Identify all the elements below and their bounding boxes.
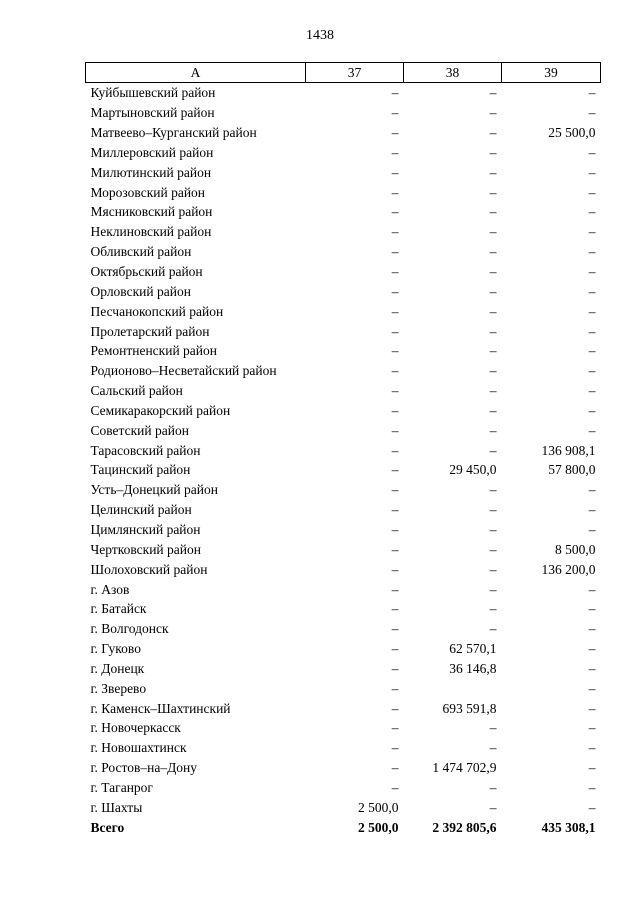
row-col-38-cell: –	[489, 204, 497, 220]
row-col-38-cell: –	[489, 264, 497, 280]
row-col-39-cell: –	[588, 740, 596, 756]
table-row	[86, 718, 601, 738]
row-col-37-cell: –	[391, 105, 399, 121]
row-name-cell: Ремонтненский район	[90, 343, 217, 359]
row-col-38-cell: –	[489, 779, 497, 795]
row-col-39-cell: –	[588, 164, 596, 180]
row-col-39-cell: –	[588, 660, 596, 676]
row-col-38-cell: 36 146,8	[449, 660, 497, 676]
row-col-39-cell: –	[588, 700, 596, 716]
row-name-cell: Орловский район	[90, 283, 191, 299]
row-name-cell: г. Гуково	[90, 641, 141, 657]
table-row	[86, 460, 601, 480]
row-name-cell: г. Ростов–на–Дону	[90, 760, 198, 776]
row-col-37-cell: –	[391, 85, 399, 101]
row-col-38-cell: –	[489, 144, 497, 160]
row-col-38-cell: –	[489, 442, 497, 458]
row-col-37-cell: –	[391, 164, 399, 180]
row-col-38-cell: –	[489, 363, 497, 379]
table-row	[86, 281, 601, 301]
row-col-39-cell: –	[588, 244, 596, 260]
row-col-39-cell: 57 800,0	[548, 462, 596, 478]
row-col-39-cell: –	[588, 779, 596, 795]
row-col-37-cell: –	[391, 422, 399, 438]
row-col-39-cell: –	[588, 521, 596, 537]
table-row	[86, 539, 601, 559]
table-row	[86, 222, 601, 242]
row-col-38-cell: –	[489, 561, 497, 577]
row-name-cell: Матвеево–Курганский район	[90, 125, 257, 141]
row-name-cell: Советский район	[90, 422, 189, 438]
row-col-37-cell: –	[391, 700, 399, 716]
total-row-name-cell: Всего	[90, 819, 125, 835]
row-col-39-cell: –	[588, 224, 596, 240]
table-row	[86, 579, 601, 599]
row-col-38-cell: –	[489, 85, 497, 101]
row-name-cell: Сальский район	[90, 383, 183, 399]
row-col-38-cell: –	[489, 799, 497, 815]
table-row	[86, 341, 601, 361]
row-col-38-cell: 62 570,1	[449, 641, 497, 657]
row-name-cell: г. Каменск–Шахтинский	[90, 700, 231, 716]
row-col-38-cell: –	[489, 105, 497, 121]
row-col-37-cell: –	[391, 224, 399, 240]
row-col-38-cell: –	[489, 343, 497, 359]
row-name-cell: г. Новочеркасск	[90, 720, 181, 736]
row-col-38-cell: 693 591,8	[442, 700, 497, 716]
total-row	[86, 817, 601, 837]
table-body	[86, 83, 601, 838]
row-col-37-cell: –	[391, 244, 399, 260]
row-name-cell: Неклиновский район	[90, 224, 212, 240]
row-col-38-cell: –	[489, 125, 497, 141]
row-col-37-cell: –	[391, 581, 399, 597]
row-col-37-cell: –	[391, 720, 399, 736]
row-name-cell: г. Донецк	[90, 660, 145, 676]
row-col-39-cell: –	[588, 85, 596, 101]
row-col-37-cell: –	[391, 541, 399, 557]
row-col-37-cell: –	[391, 482, 399, 498]
row-col-38-cell: –	[489, 323, 497, 339]
row-name-cell: Мясниковский район	[90, 204, 213, 220]
row-col-38-cell: –	[489, 740, 497, 756]
row-col-37-cell: –	[391, 561, 399, 577]
row-col-38-cell: –	[489, 303, 497, 319]
row-col-37-cell: –	[391, 343, 399, 359]
row-col-39-cell: –	[588, 621, 596, 637]
table-row	[86, 520, 601, 540]
table-row	[86, 698, 601, 718]
table-row	[86, 440, 601, 460]
row-col-37-cell: –	[391, 125, 399, 141]
row-name-cell: Родионово–Несветайский район	[90, 363, 277, 379]
row-col-39-cell: –	[588, 402, 596, 418]
row-col-39-cell: –	[588, 144, 596, 160]
row-col-39-cell: –	[588, 204, 596, 220]
table-row	[86, 639, 601, 659]
row-col-38-cell: –	[489, 482, 497, 498]
page-number: 1438	[306, 28, 334, 43]
row-col-38-cell: –	[489, 402, 497, 418]
row-col-39-cell: –	[588, 720, 596, 736]
row-col-39-cell: –	[588, 283, 596, 299]
total-row-col-38-cell: 2 392 805,6	[432, 819, 497, 835]
table-header	[86, 63, 601, 83]
row-name-cell: Мартыновский район	[90, 105, 215, 121]
table-row	[86, 658, 601, 678]
table-row	[86, 202, 601, 222]
row-col-37-cell: –	[391, 680, 399, 696]
row-col-39-cell: 136 200,0	[541, 561, 596, 577]
table-row	[86, 619, 601, 639]
row-col-37-cell: 2 500,0	[358, 799, 399, 815]
row-col-38-cell: –	[489, 541, 497, 557]
row-col-38-cell: –	[489, 224, 497, 240]
table-row	[86, 162, 601, 182]
total-row-col-39-cell: 435 308,1	[541, 819, 596, 835]
row-col-37-cell: –	[391, 601, 399, 617]
row-col-39-cell: –	[588, 343, 596, 359]
table-row	[86, 758, 601, 778]
table-row	[86, 599, 601, 619]
row-name-cell: Тарасовский район	[90, 442, 201, 458]
row-col-37-cell: –	[391, 502, 399, 518]
row-col-37-cell: –	[391, 383, 399, 399]
row-name-cell: Обливский район	[90, 244, 192, 260]
table-row	[86, 321, 601, 341]
row-col-37-cell: –	[391, 264, 399, 280]
row-col-39-cell: –	[588, 482, 596, 498]
row-col-37-cell: –	[391, 402, 399, 418]
row-name-cell: г. Азов	[90, 581, 130, 597]
table-row	[86, 123, 601, 143]
table-row	[86, 143, 601, 163]
row-name-cell: Шолоховский район	[90, 561, 208, 577]
row-col-38-cell: –	[489, 383, 497, 399]
row-col-37-cell: –	[391, 779, 399, 795]
row-col-37-cell: –	[391, 442, 399, 458]
row-col-38-cell: –	[489, 720, 497, 736]
row-col-39-cell: –	[588, 680, 596, 696]
row-col-37-cell: –	[391, 521, 399, 537]
row-col-38-cell: 1 474 702,9	[432, 760, 497, 776]
table-row	[86, 103, 601, 123]
row-name-cell: Милютинский район	[90, 164, 212, 180]
row-col-37-cell: –	[391, 462, 399, 478]
row-col-37-cell: –	[391, 204, 399, 220]
table-row	[86, 242, 601, 262]
total-row-col-37-cell: 2 500,0	[358, 819, 399, 835]
row-name-cell: г. Зверево	[90, 680, 147, 696]
table-row	[86, 182, 601, 202]
row-col-39-cell: –	[588, 601, 596, 617]
row-col-39-cell: –	[588, 105, 596, 121]
row-col-37-cell: –	[391, 283, 399, 299]
row-col-39-cell: –	[588, 323, 596, 339]
table-row	[86, 797, 601, 817]
header-cell-39: 39	[502, 63, 601, 83]
budget-table	[85, 62, 601, 837]
row-col-37-cell: –	[391, 660, 399, 676]
row-col-37-cell: –	[391, 184, 399, 200]
row-col-39-cell: –	[588, 422, 596, 438]
row-col-38-cell: –	[489, 283, 497, 299]
row-col-39-cell: –	[588, 760, 596, 776]
table-row	[86, 420, 601, 440]
table-row	[86, 480, 601, 500]
row-name-cell: Пролетарский район	[90, 323, 210, 339]
row-name-cell: Целинский район	[90, 502, 192, 518]
row-col-37-cell: –	[391, 641, 399, 657]
table-row	[86, 678, 601, 698]
table-row	[86, 738, 601, 758]
table-row	[86, 381, 601, 401]
table-row	[86, 262, 601, 282]
row-name-cell: г. Шахты	[90, 799, 143, 815]
row-col-39-cell: 136 908,1	[541, 442, 596, 458]
table-row	[86, 401, 601, 421]
row-col-39-cell: –	[588, 363, 596, 379]
row-col-37-cell: –	[391, 760, 399, 776]
row-name-cell: Чертковский район	[90, 541, 201, 557]
row-col-39-cell: 25 500,0	[548, 125, 596, 141]
header-cell-38: 38	[404, 63, 502, 83]
row-col-39-cell: –	[588, 502, 596, 518]
row-name-cell: г. Батайск	[90, 601, 147, 617]
header-cell-a: А	[86, 63, 306, 83]
table-row	[86, 559, 601, 579]
row-col-38-cell: –	[489, 621, 497, 637]
header-row	[86, 63, 601, 83]
row-col-39-cell: –	[588, 799, 596, 815]
row-col-39-cell: –	[588, 184, 596, 200]
row-col-39-cell: –	[588, 303, 596, 319]
table-row	[86, 778, 601, 798]
row-col-39-cell: –	[588, 641, 596, 657]
table-row	[86, 301, 601, 321]
table-row	[86, 83, 601, 103]
row-col-37-cell: –	[391, 621, 399, 637]
row-name-cell: Морозовский район	[90, 184, 206, 200]
row-name-cell: Песчанокопский район	[90, 303, 224, 319]
row-col-38-cell	[404, 678, 502, 698]
row-col-38-cell: –	[489, 164, 497, 180]
row-col-39-cell: –	[588, 581, 596, 597]
row-col-39-cell: 8 500,0	[555, 541, 596, 557]
row-col-38-cell: –	[489, 601, 497, 617]
row-name-cell: Усть–Донецкий район	[90, 482, 218, 498]
row-col-38-cell: –	[489, 502, 497, 518]
row-name-cell: Тацинский район	[90, 462, 191, 478]
row-col-38-cell: –	[489, 422, 497, 438]
row-name-cell: г. Новошахтинск	[90, 740, 187, 756]
row-col-37-cell: –	[391, 144, 399, 160]
row-name-cell: Куйбышевский район	[90, 85, 216, 101]
row-col-37-cell: –	[391, 740, 399, 756]
row-col-39-cell: –	[588, 264, 596, 280]
table-row	[86, 500, 601, 520]
row-col-38-cell: –	[489, 244, 497, 260]
row-col-37-cell: –	[391, 323, 399, 339]
row-name-cell: Цимлянский район	[90, 521, 201, 537]
row-col-37-cell: –	[391, 303, 399, 319]
row-col-38-cell: –	[489, 581, 497, 597]
table-row	[86, 361, 601, 381]
row-col-38-cell: –	[489, 184, 497, 200]
row-col-39-cell: –	[588, 383, 596, 399]
row-name-cell: г. Волгодонск	[90, 621, 169, 637]
row-col-37-cell: –	[391, 363, 399, 379]
row-name-cell: Миллеровский район	[90, 144, 214, 160]
row-col-38-cell: 29 450,0	[449, 462, 497, 478]
row-col-38-cell: –	[489, 521, 497, 537]
header-cell-37: 37	[306, 63, 404, 83]
row-name-cell: г. Таганрог	[90, 779, 153, 795]
row-name-cell: Семикаракорский район	[90, 402, 231, 418]
row-name-cell: Октябрьский район	[90, 264, 203, 280]
